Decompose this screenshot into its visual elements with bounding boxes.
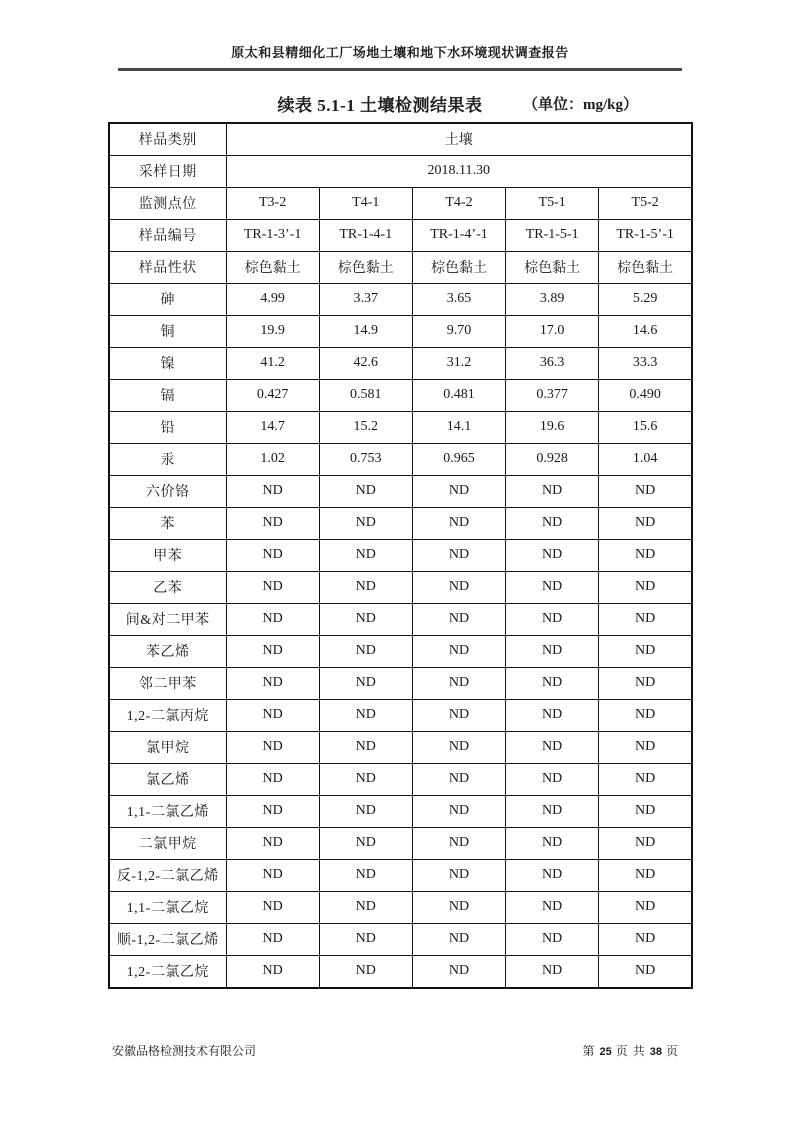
cell-value: ND xyxy=(412,955,505,988)
table-row xyxy=(109,827,692,859)
table-row xyxy=(109,603,692,635)
row-label: 镍 xyxy=(109,347,226,379)
cell-value: ND xyxy=(319,635,412,667)
header-rule xyxy=(118,68,682,71)
cell-value: 33.3 xyxy=(599,347,692,379)
cell-value: ND xyxy=(412,507,505,539)
cell-value: 3.37 xyxy=(319,283,412,315)
cell-value: 3.89 xyxy=(506,283,599,315)
cell-value: 0.427 xyxy=(226,379,319,411)
cell-value: ND xyxy=(599,475,692,507)
cell-value: 棕色黏土 xyxy=(319,251,412,283)
cell-value: 14.7 xyxy=(226,411,319,443)
cell-value: ND xyxy=(506,635,599,667)
unit-label: （单位：mg/kg） xyxy=(523,96,639,113)
row-label: 采样日期 xyxy=(109,155,226,187)
cell-value: 14.1 xyxy=(412,411,505,443)
cell-value: ND xyxy=(226,955,319,988)
table-row xyxy=(109,859,692,891)
row-label: 苯乙烯 xyxy=(109,635,226,667)
row-label: 样品类别 xyxy=(109,123,226,156)
cell-value: T4-2 xyxy=(412,187,505,219)
cell-value: 4.99 xyxy=(226,283,319,315)
table-row xyxy=(109,635,692,667)
cell-value: ND xyxy=(226,539,319,571)
cell-value: 棕色黏土 xyxy=(226,251,319,283)
row-label: 样品性状 xyxy=(109,251,226,283)
table-row xyxy=(109,475,692,507)
cell-value: ND xyxy=(599,731,692,763)
cell-value: 0.377 xyxy=(506,379,599,411)
cell-value: ND xyxy=(506,763,599,795)
cell-value: ND xyxy=(599,667,692,699)
table-row xyxy=(109,315,692,347)
table-caption-row xyxy=(0,91,800,115)
cell-value: ND xyxy=(319,955,412,988)
cell-value: ND xyxy=(599,539,692,571)
table-row xyxy=(109,123,692,156)
cell-value: ND xyxy=(412,923,505,955)
cell-value: T4-1 xyxy=(319,187,412,219)
cell-value: TR-1-4’-1 xyxy=(412,219,505,251)
cell-value: ND xyxy=(599,635,692,667)
cell-value: 棕色黏土 xyxy=(506,251,599,283)
table-row xyxy=(109,699,692,731)
cell-value: 19.6 xyxy=(506,411,599,443)
footer-company: 安徽品格检测技术有限公司 xyxy=(112,1044,257,1058)
cell-value: ND xyxy=(226,827,319,859)
cell-value: ND xyxy=(506,507,599,539)
row-label: 反-1,2-二氯乙烯 xyxy=(109,859,226,891)
row-label: 1,2-二氯丙烷 xyxy=(109,699,226,731)
footer-page-suffix: 页 xyxy=(661,1044,679,1058)
table-row xyxy=(109,571,692,603)
cell-value: ND xyxy=(412,539,505,571)
cell-value: 棕色黏土 xyxy=(599,251,692,283)
cell-value: ND xyxy=(319,699,412,731)
cell-value: 0.965 xyxy=(412,443,505,475)
cell-value: ND xyxy=(599,859,692,891)
cell-value: ND xyxy=(319,891,412,923)
cell-value: ND xyxy=(412,891,505,923)
cell-value: 9.70 xyxy=(412,315,505,347)
cell-value: ND xyxy=(506,891,599,923)
table-row xyxy=(109,539,692,571)
results-table-body xyxy=(109,123,692,988)
row-label: 砷 xyxy=(109,283,226,315)
cell-value: ND xyxy=(319,923,412,955)
table-row xyxy=(109,955,692,988)
row-label: 间&对二甲苯 xyxy=(109,603,226,635)
table-row xyxy=(109,507,692,539)
row-label: 六价铬 xyxy=(109,475,226,507)
cell-value: 31.2 xyxy=(412,347,505,379)
cell-value: 19.9 xyxy=(226,315,319,347)
row-label: 苯 xyxy=(109,507,226,539)
cell-value: 15.6 xyxy=(599,411,692,443)
row-label: 氯甲烷 xyxy=(109,731,226,763)
cell-value: 17.0 xyxy=(506,315,599,347)
cell-value: ND xyxy=(226,667,319,699)
cell-value: ND xyxy=(412,827,505,859)
cell-value: ND xyxy=(506,731,599,763)
table-row xyxy=(109,891,692,923)
footer-page-number: 25 xyxy=(599,1046,612,1058)
row-label: 汞 xyxy=(109,443,226,475)
table-row xyxy=(109,763,692,795)
row-label: 甲苯 xyxy=(109,539,226,571)
cell-value: 3.65 xyxy=(412,283,505,315)
cell-value: ND xyxy=(319,795,412,827)
cell-value: ND xyxy=(599,603,692,635)
cell-value: ND xyxy=(599,699,692,731)
cell-value: TR-1-3’-1 xyxy=(226,219,319,251)
cell-value: TR-1-5-1 xyxy=(506,219,599,251)
page-header-title: 原太和县精细化工厂场地土壤和地下水环境现状调查报告 xyxy=(231,45,569,60)
cell-value: ND xyxy=(319,603,412,635)
footer-page-prefix: 第 xyxy=(582,1044,600,1058)
cell-value: 1.04 xyxy=(599,443,692,475)
cell-value: TR-1-4-1 xyxy=(319,219,412,251)
table-row xyxy=(109,731,692,763)
cell-value: ND xyxy=(319,539,412,571)
cell-value: 0.581 xyxy=(319,379,412,411)
row-label: 顺-1,2-二氯乙烯 xyxy=(109,923,226,955)
table-row xyxy=(109,923,692,955)
cell-value: 0.490 xyxy=(599,379,692,411)
cell-value: ND xyxy=(226,859,319,891)
table-row xyxy=(109,155,692,187)
row-label: 二氯甲烷 xyxy=(109,827,226,859)
cell-value: ND xyxy=(599,827,692,859)
cell-value: ND xyxy=(226,635,319,667)
cell-value: ND xyxy=(412,603,505,635)
table-title: 续表 5.1-1 土壤检测结果表 xyxy=(277,95,483,115)
cell-value: ND xyxy=(506,699,599,731)
cell-value: ND xyxy=(506,571,599,603)
cell-value: T5-1 xyxy=(506,187,599,219)
cell-value: ND xyxy=(226,923,319,955)
results-table xyxy=(108,122,693,989)
cell-value: ND xyxy=(506,539,599,571)
row-label: 铅 xyxy=(109,411,226,443)
footer-page-middle: 页 共 xyxy=(611,1044,650,1058)
table-row xyxy=(109,379,692,411)
cell-value: 2018.11.30 xyxy=(226,155,692,187)
cell-value: 1.02 xyxy=(226,443,319,475)
cell-value: ND xyxy=(226,571,319,603)
cell-value: ND xyxy=(599,571,692,603)
cell-value: ND xyxy=(226,603,319,635)
cell-value: ND xyxy=(319,507,412,539)
cell-value: ND xyxy=(412,795,505,827)
cell-value: ND xyxy=(599,507,692,539)
cell-value: ND xyxy=(319,763,412,795)
row-label: 镉 xyxy=(109,379,226,411)
cell-value: ND xyxy=(412,763,505,795)
cell-value: ND xyxy=(226,891,319,923)
cell-value: 41.2 xyxy=(226,347,319,379)
cell-value: TR-1-5’-1 xyxy=(599,219,692,251)
row-label: 乙苯 xyxy=(109,571,226,603)
row-label: 1,2-二氯乙烷 xyxy=(109,955,226,988)
cell-value: ND xyxy=(319,475,412,507)
cell-value: T5-2 xyxy=(599,187,692,219)
row-label: 样品编号 xyxy=(109,219,226,251)
cell-value: ND xyxy=(319,731,412,763)
cell-value: 14.6 xyxy=(599,315,692,347)
row-label: 监测点位 xyxy=(109,187,226,219)
cell-value: ND xyxy=(599,795,692,827)
cell-value: 0.928 xyxy=(506,443,599,475)
cell-value: T3-2 xyxy=(226,187,319,219)
cell-value: 36.3 xyxy=(506,347,599,379)
row-label: 1,1-二氯乙烷 xyxy=(109,891,226,923)
row-label: 氯乙烯 xyxy=(109,763,226,795)
cell-value: ND xyxy=(226,763,319,795)
table-row xyxy=(109,443,692,475)
cell-value: 0.481 xyxy=(412,379,505,411)
cell-value: ND xyxy=(319,667,412,699)
cell-value: ND xyxy=(412,635,505,667)
cell-value: ND xyxy=(506,923,599,955)
cell-value: 15.2 xyxy=(319,411,412,443)
row-label: 邻二甲苯 xyxy=(109,667,226,699)
cell-value: 14.9 xyxy=(319,315,412,347)
cell-value: ND xyxy=(599,763,692,795)
footer-page-total: 38 xyxy=(649,1046,662,1058)
cell-value: ND xyxy=(599,955,692,988)
cell-value: ND xyxy=(226,699,319,731)
cell-value: ND xyxy=(226,731,319,763)
table-row xyxy=(109,187,692,219)
row-label: 铜 xyxy=(109,315,226,347)
table-row xyxy=(109,283,692,315)
cell-value: 棕色黏土 xyxy=(412,251,505,283)
table-row xyxy=(109,795,692,827)
cell-value: ND xyxy=(506,827,599,859)
table-row xyxy=(109,347,692,379)
cell-value: ND xyxy=(319,859,412,891)
cell-value: ND xyxy=(506,603,599,635)
cell-value: ND xyxy=(506,955,599,988)
cell-value: ND xyxy=(319,571,412,603)
footer-page-info xyxy=(582,1042,679,1059)
cell-value: ND xyxy=(412,667,505,699)
cell-value: ND xyxy=(226,795,319,827)
table-row xyxy=(109,251,692,283)
cell-value: ND xyxy=(412,859,505,891)
cell-value: ND xyxy=(412,571,505,603)
cell-value: 42.6 xyxy=(319,347,412,379)
cell-value: 土壤 xyxy=(226,123,692,156)
row-label: 1,1-二氯乙烯 xyxy=(109,795,226,827)
table-row xyxy=(109,411,692,443)
table-row xyxy=(109,219,692,251)
page-footer xyxy=(112,1042,679,1059)
cell-value: ND xyxy=(412,731,505,763)
cell-value: ND xyxy=(506,475,599,507)
cell-value: ND xyxy=(412,475,505,507)
cell-value: ND xyxy=(506,859,599,891)
cell-value: ND xyxy=(226,507,319,539)
table-row xyxy=(109,667,692,699)
cell-value: 0.753 xyxy=(319,443,412,475)
cell-value: 5.29 xyxy=(599,283,692,315)
cell-value: ND xyxy=(319,827,412,859)
cell-value: ND xyxy=(599,891,692,923)
cell-value: ND xyxy=(412,699,505,731)
cell-value: ND xyxy=(226,475,319,507)
cell-value: ND xyxy=(506,667,599,699)
cell-value: ND xyxy=(506,795,599,827)
cell-value: ND xyxy=(599,923,692,955)
